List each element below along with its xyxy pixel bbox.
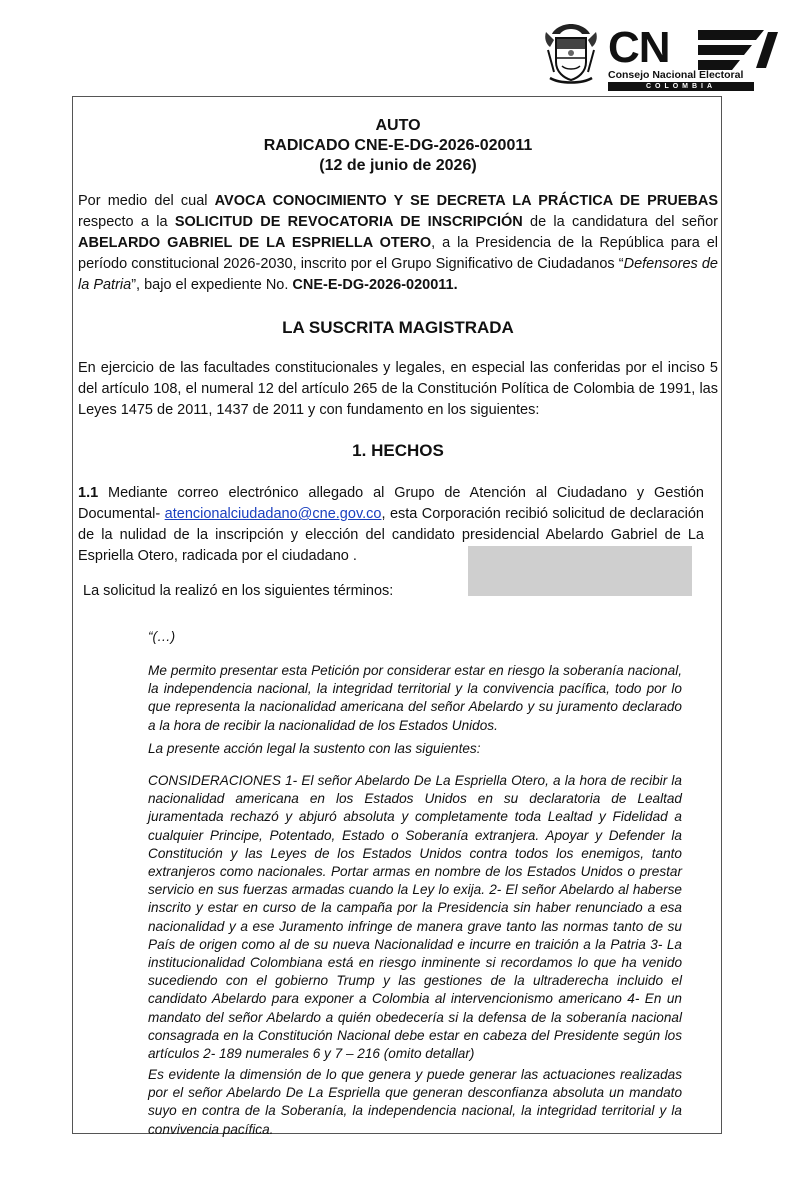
cne-country: COLOMBIA [608,82,754,91]
quote-paragraph-2: La presente acción legal la sustento con las siguientes: [148,741,481,756]
hechos-heading: 1. HECHOS [352,441,444,460]
cne-logo-stripes-icon [698,30,778,70]
title-radicado: RADICADO CNE-E-DG-2026-020011 [263,137,533,154]
quote-paragraph-4: Es evidente la dimensión de lo que genera y puede generar las actuaciones realizadas por el señor Abelardo De La Espriella que generan desconfianza absoluta un mandato suyo en contra de la Soberanía, la independencia nacional, la integridad territorial y la convivencia pacífica. [148,1067,682,1137]
magistrada-heading: LA SUSCRITA MAGISTRADA [282,318,514,337]
intro-text: respecto a la [78,214,175,230]
quote-open: “(…) [148,629,176,644]
intro-paragraph [78,191,718,296]
document-body [78,116,718,602]
intro-text: de la candidatura del señor [522,214,718,230]
intro-text: ”, bajo el expediente No. [131,277,293,293]
intro-text: Por medio del cual [78,193,215,209]
ejercicio-paragraph: En ejercicio de las facultades constitucionales y legales, en especial las conferidas por el inciso 5 del artículo 108, el numeral 12 del artículo 265 de la Constitución Política de Colombia de 1991, las Leyes 1475 de 2011, 1437 de 2011 y con fundamento en los siguientes: [78,360,718,418]
intro-bold-expediente: CNE-E-DG-2026-020011. [292,277,458,293]
intro-text: , a la Presidencia de la República para el período constitucional 2026-2030, inscrito por el Grupo Significativo de Ciudadanos “ [78,235,718,272]
cne-logo [606,24,778,90]
cne-logo-letters: CN [608,23,670,72]
hecho-text: , esta Corporación recibió solicitud de declaración de la nulidad de la inscripción y elección del candidato presidencial Abelardo Gabriel de La Espriella Otero, radicada por el ciudadano . [78,506,704,564]
colombia-coat-of-arms-icon [540,22,602,88]
quote-paragraph-1: Me permito presentar esta Petición por considerar estar en riesgo la soberanía nacional, la independencia nacional, la integridad territorial y la convivencia pacífica, todo por lo que representa la nacionalidad americana del señor Abelardo y su juramento declarado a la hora de recibir la nacionalidad de los Estados Unidos. [148,663,682,733]
quote-paragraph-3: CONSIDERACIONES 1- El señor Abelardo De La Espriella Otero, a la hora de recibir la nacionalidad americana en los Estados Unidos en su declaratoria de Lealtad juramentada rechazó y abjuró absoluta y completamente toda Lealtad y Fidelidad a cualquier Principe, Potentado, Estado o Soberanía extranjera. Apoyar y Defender la Constitución y las Leyes de los Estados Unidos contra todos los enemigos, tanto extranjeros como nacionales. Portar armas en nombre de los Estados Unidos o prestar servicio en sus fuerzas armadas cuando la Ley lo exija. 2- El señor Abelardo al haberse inscrito y estar en curso de la campaña por la Presidencia sin haber renunciado a esa nacionalidad y a ese Juramento infringe de manera grave tanto las normas tanto de su País de origen como al de su nueva Nacionalidad e incurre en traición a la Patria 3- La institucionalidad Colombiana está en riesgo inminente si recordamos lo que ha venido sucediendo con el gobierno Trump y las gestiones de la ultraderecha incluido el candidato Abelardo para exponer a Colombia al intervencionismo americano 4- En un mandato del señor Abelardo a quién obedecería si la defensa de la soberanía nacional consagrada en la Constitución Nacional debe estar en cabeza del Presidente según los artículos 2- 189 numerales 6 y 7 – 216 (omito detallar) [148,773,682,1062]
cne-org-name: Consejo Nacional Electoral [608,69,744,81]
intro-bold-solicitud: SOLICITUD DE REVOCATORIA DE INSCRIPCIÓN [174,214,523,230]
document-header [540,22,780,92]
intro-bold-avoca: AVOCA CONOCIMIENTO Y SE DECRETA LA PRÁCTICA DE PRUEBAS [214,193,718,209]
redaction-box [468,546,692,596]
email-link[interactable]: atencionalciudadano@cne.gov.co [164,506,382,522]
intro-italic-group: Defensores de la Patria [78,256,718,293]
hecho-text: Mediante correo electrónico allegado al Grupo de Atención al Ciudadano y Gestión Documental- [78,485,704,522]
document-title [78,116,718,176]
hecho-number: 1.1 [78,485,99,501]
terminos-line: La solicitud la realizó en los siguientes términos: [83,583,394,599]
title-auto: AUTO [375,117,421,134]
intro-bold-candidate: ABELARDO GABRIEL DE LA ESPRIELLA OTERO [78,235,432,251]
title-date: (12 de junio de 2026) [319,157,477,174]
